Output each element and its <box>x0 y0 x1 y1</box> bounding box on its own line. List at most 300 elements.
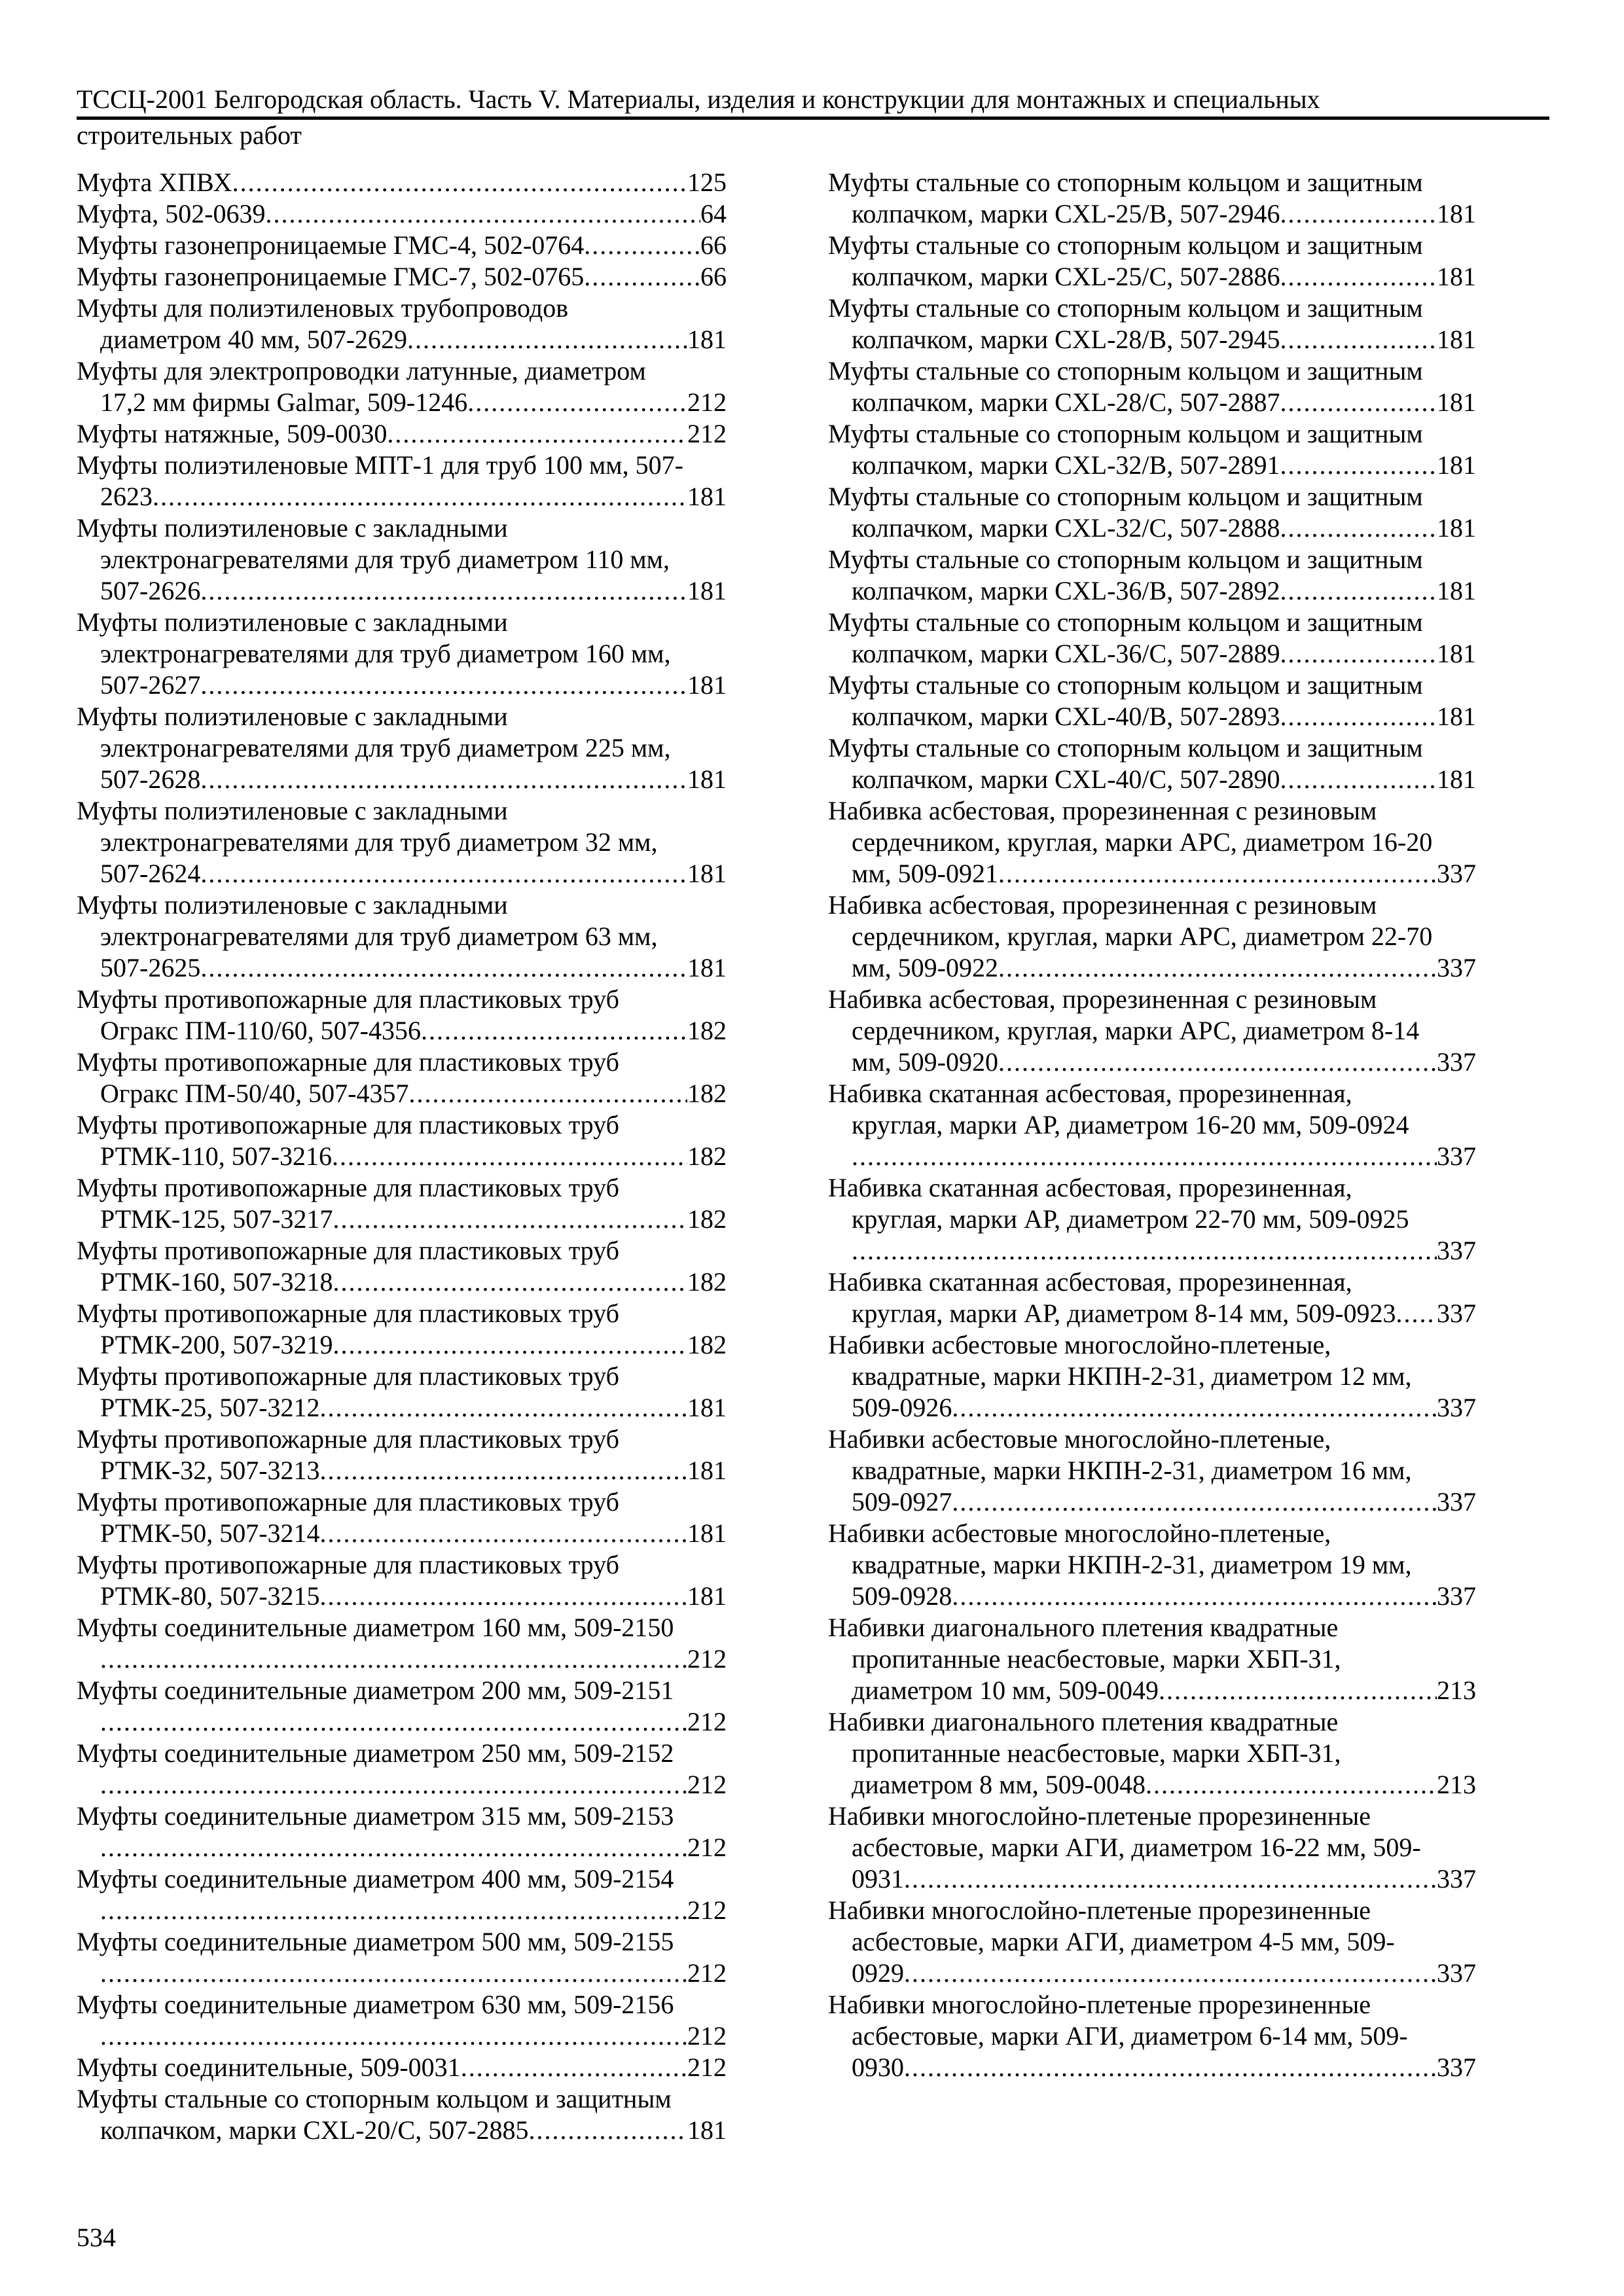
entry-page-number: 337 <box>1437 1236 1476 1265</box>
entry-last-line <box>77 1581 727 1612</box>
entry-text: 507-2625 <box>100 953 201 982</box>
entry-text: РТМК-25, 507-3212 <box>100 1393 320 1422</box>
entry-page-number: 182 <box>687 1267 727 1297</box>
entry-text: асбестовые, марки АГИ, диаметром 16-22 мм, 509- <box>852 1833 1421 1862</box>
entry-text: Муфты для электропроводки латунные, диаметром <box>77 356 646 386</box>
entry-page-number: 182 <box>687 1079 727 1108</box>
index-entry <box>77 1549 727 1612</box>
leader-dots <box>320 1455 687 1486</box>
leader-dots <box>200 952 687 984</box>
entry-last-line <box>77 1706 727 1738</box>
leader-dots <box>100 1706 687 1738</box>
entry-last-line <box>77 167 727 198</box>
entry-text: Муфты противопожарные для пластиковых труб <box>77 1236 619 1265</box>
leader-dots <box>333 1204 687 1235</box>
entry-last-line <box>77 261 727 293</box>
index-entry <box>828 1801 1476 1895</box>
entry-text: колпачком, марки CXL-32/В, 507-2891 <box>852 450 1280 480</box>
entry-last-line <box>77 198 727 230</box>
index-entry <box>77 1612 727 1675</box>
entry-page-number: 337 <box>1437 2053 1476 2082</box>
entry-page-number: 212 <box>687 2021 727 2051</box>
entry-page-number: 181 <box>1437 764 1476 794</box>
entry-text: колпачком, марки CXL-25/В, 507-2946 <box>852 199 1280 228</box>
entry-page-number: 181 <box>1437 450 1476 480</box>
entry-page-number: 181 <box>687 1581 727 1611</box>
entry-text: Муфты противопожарные для пластиковых труб <box>77 1299 619 1328</box>
page-number: 534 <box>77 2223 116 2252</box>
entry-text: Муфты газонепроницаемые ГМС-7, 502-0765 <box>77 262 585 291</box>
index-entry <box>828 1266 1476 1329</box>
index-entry <box>77 450 727 512</box>
entry-text: Набивки асбестовые многослойно-плетеные, <box>828 1518 1331 1548</box>
index-entry <box>828 795 1476 889</box>
entry-text: колпачком, марки CXL-32/С, 507-2888 <box>852 513 1280 543</box>
entry-text: Муфты соединительные диаметром 200 мм, 509-2151 <box>77 1676 674 1705</box>
index-entry <box>828 607 1476 670</box>
entry-page-number: 181 <box>1437 199 1476 228</box>
index-entry <box>77 198 727 230</box>
entry-text: Набивки многослойно-плетеные прорезиненные <box>828 1801 1371 1831</box>
leader-dots <box>1280 764 1437 795</box>
entry-page-number: 182 <box>687 1204 727 1234</box>
entry-last-line <box>77 387 727 418</box>
leader-dots <box>852 1141 1437 1172</box>
index-entry <box>828 1424 1476 1518</box>
leader-dots <box>1280 387 1437 418</box>
index-entry <box>77 293 727 355</box>
entry-text: Муфты противопожарные для пластиковых труб <box>77 984 619 1014</box>
leader-dots <box>1280 512 1437 544</box>
entry-page-number: 181 <box>687 764 727 794</box>
entry-text: Муфты противопожарные для пластиковых труб <box>77 1173 619 1202</box>
entry-text: электронагревателями для труб диаметром 32 мм, <box>100 827 658 857</box>
entry-text: Муфты противопожарные для пластиковых труб <box>77 1047 619 1077</box>
leader-dots <box>952 1581 1437 1612</box>
entry-last-line <box>828 1675 1476 1706</box>
leader-dots <box>266 198 700 230</box>
index-entry <box>77 701 727 795</box>
index-entry <box>77 1738 727 1801</box>
entry-text: Набивки многослойно-плетеные прорезиненные <box>828 1895 1371 1925</box>
leader-dots <box>1280 324 1437 355</box>
entry-text: Набивки многослойно-плетеные прорезиненные <box>828 1990 1371 2019</box>
entry-text: Муфты соединительные диаметром 250 мм, 509-2152 <box>77 1738 674 1768</box>
index-entry <box>828 544 1476 607</box>
entry-text: РТМК-125, 507-3217 <box>100 1204 333 1234</box>
entry-text: 509-0927 <box>852 1487 952 1516</box>
entry-text: мм, 509-0921 <box>852 859 998 888</box>
leader-dots <box>200 858 687 889</box>
entry-last-line <box>828 952 1476 984</box>
entry-text: Муфты натяжные, 509-0030 <box>77 419 388 448</box>
entry-text: электронагревателями для труб диаметром 225 мм, <box>100 733 671 762</box>
index-entry <box>77 355 727 418</box>
entry-text: асбестовые, марки АГИ, диаметром 4-5 мм, 509- <box>852 1927 1395 1956</box>
index-entry <box>77 1675 727 1738</box>
entry-text: Набивка скатанная асбестовая, прорезиненная, <box>828 1079 1352 1108</box>
index-entry <box>77 984 727 1047</box>
entry-text: Муфты соединительные диаметром 160 мм, 509-2150 <box>77 1613 674 1642</box>
entry-last-line <box>77 952 727 984</box>
entry-last-line <box>828 2052 1476 2083</box>
entry-last-line <box>77 418 727 450</box>
entry-text: Муфта, 502-0639 <box>77 199 266 228</box>
index-column-right <box>828 167 1476 2083</box>
entry-last-line <box>828 858 1476 889</box>
entry-last-line <box>77 1015 727 1047</box>
entry-last-line <box>828 1769 1476 1801</box>
entry-text: Набивки асбестовые многослойно-плетеные, <box>828 1424 1331 1454</box>
index-entry <box>828 732 1476 795</box>
entry-text: электронагревателями для труб диаметром 160 мм, <box>100 639 671 668</box>
entry-last-line <box>828 1581 1476 1612</box>
entry-text: квадратные, марки НКПН-2-31, диаметром 19 мм, <box>852 1550 1412 1579</box>
entry-last-line <box>77 670 727 701</box>
entry-last-line <box>828 1863 1476 1895</box>
entry-text: сердечником, круглая, марки АРС, диаметром 8-14 <box>852 1016 1420 1045</box>
entry-text: квадратные, марки НКПН-2-31, диаметром 12 мм, <box>852 1361 1412 1391</box>
entry-last-line <box>77 1518 727 1549</box>
entry-text: Муфты стальные со стопорным кольцом и защитным <box>828 168 1423 197</box>
index-entry <box>828 1706 1476 1801</box>
index-entry <box>77 1989 727 2052</box>
entry-text: круглая, марки АР, диаметром 16-20 мм, 509-0924 <box>852 1110 1409 1139</box>
leader-dots <box>1280 701 1437 732</box>
leader-dots <box>952 1392 1437 1424</box>
entry-last-line <box>77 2115 727 2146</box>
index-entry <box>828 293 1476 355</box>
leader-dots <box>952 1486 1437 1518</box>
entry-text: мм, 509-0922 <box>852 953 998 982</box>
entry-text: Муфты полиэтиленовые с закладными <box>77 890 508 920</box>
entry-last-line <box>77 1958 727 1989</box>
entry-last-line <box>77 1141 727 1172</box>
entry-last-line <box>828 701 1476 732</box>
entry-text: Набивка асбестовая, прорезиненная с резиновым <box>828 890 1377 920</box>
entry-last-line <box>77 2052 727 2083</box>
leader-dots <box>153 481 687 512</box>
entry-page-number: 181 <box>1437 387 1476 417</box>
leader-dots <box>1280 575 1437 607</box>
entry-page-number: 212 <box>687 1644 727 1674</box>
leader-dots <box>408 1078 687 1109</box>
entry-text: Муфты стальные со стопорным кольцом и защитным <box>828 293 1423 323</box>
index-entry <box>828 1078 1476 1172</box>
entry-text: РТМК-160, 507-3218 <box>100 1267 333 1297</box>
entry-last-line <box>828 638 1476 670</box>
index-entry <box>828 1329 1476 1424</box>
index-entry <box>77 1486 727 1549</box>
entry-text: Набивка скатанная асбестовая, прорезиненная, <box>828 1267 1352 1297</box>
entry-last-line <box>77 764 727 795</box>
entry-text: Муфты для полиэтиленовых трубопроводов <box>77 293 569 323</box>
entry-last-line <box>828 1958 1476 1989</box>
index-column-left <box>77 167 727 2146</box>
leader-dots <box>584 261 700 293</box>
entry-text: Муфты стальные со стопорным кольцом и защитным <box>828 356 1423 386</box>
index-entry <box>77 512 727 607</box>
entry-page-number: 181 <box>1437 639 1476 668</box>
entry-text: Муфты полиэтиленовые с закладными <box>77 513 508 543</box>
entry-page-number: 212 <box>687 1707 727 1736</box>
entry-page-number: 182 <box>687 1141 727 1171</box>
entry-text: 0929 <box>852 1958 904 1988</box>
entry-text: 507-2628 <box>100 764 201 794</box>
entry-last-line <box>828 387 1476 418</box>
entry-page-number: 337 <box>1437 1958 1476 1988</box>
leader-dots <box>1280 450 1437 481</box>
entry-page-number: 66 <box>700 230 727 260</box>
leader-dots <box>333 1329 687 1361</box>
entry-text: 2623 <box>100 482 153 511</box>
leader-dots <box>904 1958 1437 1989</box>
entry-last-line <box>828 1141 1476 1172</box>
entry-text: круглая, марки АР, диаметром 8-14 мм, 509-0923 <box>852 1299 1396 1328</box>
entry-text: РТМК-80, 507-3215 <box>100 1581 320 1611</box>
entry-text: колпачком, марки CXL-36/С, 507-2889 <box>852 639 1280 668</box>
entry-page-number: 181 <box>687 953 727 982</box>
leader-dots <box>904 2052 1437 2083</box>
index-entry <box>77 1801 727 1863</box>
index-entry <box>77 1235 727 1298</box>
entry-text: 0930 <box>852 2053 904 2082</box>
leader-dots <box>998 952 1437 984</box>
index-entry <box>77 795 727 889</box>
entry-text: Муфты противопожарные для пластиковых труб <box>77 1110 619 1139</box>
entry-text: колпачком, марки CXL-25/С, 507-2886 <box>852 262 1280 291</box>
leader-dots <box>904 1863 1437 1895</box>
entry-text: Муфты соединительные диаметром 315 мм, 509-2153 <box>77 1801 674 1831</box>
entry-page-number: 181 <box>687 576 727 605</box>
entry-text: 17,2 мм фирмы Galmar, 509-1246 <box>100 387 468 417</box>
entry-text: Муфты соединительные диаметром 400 мм, 509-2154 <box>77 1864 674 1893</box>
entry-page-number: 64 <box>700 199 727 228</box>
entry-last-line <box>77 858 727 889</box>
leader-dots <box>421 1015 687 1047</box>
entry-text: колпачком, марки CXL-28/В, 507-2945 <box>852 325 1280 354</box>
running-header <box>77 84 1549 151</box>
entry-page-number: 212 <box>687 1833 727 1862</box>
entry-page-number: 337 <box>1437 1864 1476 1893</box>
leader-dots <box>232 167 687 198</box>
entry-text: электронагревателями для труб диаметром 63 мм, <box>100 922 658 951</box>
entry-text: электронагревателями для труб диаметром 110 мм, <box>100 545 670 574</box>
leader-dots <box>1159 1675 1437 1706</box>
entry-last-line <box>77 1895 727 1926</box>
leader-dots <box>529 2115 687 2146</box>
entry-text: 509-0928 <box>852 1581 952 1611</box>
entry-page-number: 337 <box>1437 859 1476 888</box>
entry-text: 507-2624 <box>100 859 201 888</box>
header-title-line-1: ТССЦ-2001 Белгородская область. Часть V. Материалы, изделия и конструкции для монтажных и специальных <box>77 84 1549 120</box>
entry-text: РТМК-110, 507-3216 <box>100 1141 333 1171</box>
leader-dots <box>1280 198 1437 230</box>
leader-dots <box>200 575 687 607</box>
leader-dots <box>1396 1298 1437 1329</box>
entry-page-number: 181 <box>1437 325 1476 354</box>
entry-last-line <box>828 1486 1476 1518</box>
index-entry <box>77 1361 727 1424</box>
entry-text: Муфты стальные со стопорным кольцом и защитным <box>828 230 1423 260</box>
header-title-line-2: строительных работ <box>77 120 302 150</box>
entry-text: Набивка асбестовая, прорезиненная с резиновым <box>828 796 1377 825</box>
entry-text: колпачком, марки CXL-40/В, 507-2893 <box>852 702 1280 731</box>
entry-page-number: 212 <box>687 1770 727 1799</box>
entry-page-number: 212 <box>687 1895 727 1925</box>
entry-page-number: 212 <box>687 2053 727 2082</box>
leader-dots <box>200 764 687 795</box>
entry-page-number: 337 <box>1437 953 1476 982</box>
entry-page-number: 181 <box>687 1518 727 1548</box>
entry-text: диаметром 40 мм, 507-2629 <box>100 325 408 354</box>
entry-text: Муфты газонепроницаемые ГМС-4, 502-0764 <box>77 230 585 260</box>
index-entry <box>828 481 1476 544</box>
leader-dots <box>998 858 1437 889</box>
entry-text: Огракс ПМ-110/60, 507-4356 <box>100 1016 421 1045</box>
entry-page-number: 181 <box>1437 576 1476 605</box>
entry-page-number: 212 <box>687 1958 727 1988</box>
entry-text: Муфты полиэтиленовые МПТ-1 для труб 100 мм, 507- <box>77 450 683 480</box>
entry-page-number: 181 <box>687 482 727 511</box>
entry-last-line <box>828 261 1476 293</box>
entry-page-number: 181 <box>687 859 727 888</box>
leader-dots <box>100 1895 687 1926</box>
entry-text: Муфты соединительные, 509-0031 <box>77 2053 461 2082</box>
entry-text: Набивки асбестовые многослойно-плетеные, <box>828 1330 1331 1359</box>
entry-page-number: 125 <box>687 168 727 197</box>
leader-dots <box>467 387 687 418</box>
index-entry <box>828 167 1476 230</box>
entry-text: Набивка скатанная асбестовая, прорезиненная, <box>828 1173 1352 1202</box>
index-entry <box>77 1863 727 1926</box>
entry-text: Муфты противопожарные для пластиковых труб <box>77 1361 619 1391</box>
index-entry <box>77 261 727 293</box>
entry-last-line <box>828 198 1476 230</box>
index-entry <box>77 889 727 984</box>
index-entry <box>77 1109 727 1172</box>
entry-page-number: 337 <box>1437 1047 1476 1077</box>
entry-text: пропитанные неасбестовые, марки ХБП-31, <box>852 1738 1341 1768</box>
entry-text: колпачком, марки CXL-28/С, 507-2887 <box>852 387 1280 417</box>
index-entry <box>828 889 1476 984</box>
entry-text: 0931 <box>852 1864 904 1893</box>
entry-page-number: 212 <box>687 419 727 448</box>
index-entry <box>77 2052 727 2083</box>
entry-last-line <box>77 1643 727 1675</box>
entry-page-number: 181 <box>1437 702 1476 731</box>
index-entry <box>77 1298 727 1361</box>
entry-text: Муфты полиэтиленовые с закладными <box>77 607 508 637</box>
index-entry <box>828 1172 1476 1266</box>
index-entry <box>77 418 727 450</box>
index-entry <box>828 355 1476 418</box>
entry-page-number: 181 <box>687 1456 727 1485</box>
entry-last-line <box>77 1769 727 1801</box>
entry-page-number: 337 <box>1437 1487 1476 1516</box>
index-entry <box>77 2083 727 2146</box>
entry-page-number: 337 <box>1437 1393 1476 1422</box>
entry-last-line <box>77 1392 727 1424</box>
leader-dots <box>852 1235 1437 1266</box>
entry-text: сердечником, круглая, марки АРС, диаметром 16-20 <box>852 827 1433 857</box>
leader-dots <box>100 1643 687 1675</box>
entry-text: пропитанные неасбестовые, марки ХБП-31, <box>852 1644 1341 1674</box>
entry-text: Муфты стальные со стопорным кольцом и защитным <box>828 733 1423 762</box>
entry-text: Муфты противопожарные для пластиковых труб <box>77 1487 619 1516</box>
entry-last-line <box>828 450 1476 481</box>
entry-text: РТМК-200, 507-3219 <box>100 1330 333 1359</box>
leader-dots <box>100 2020 687 2052</box>
entry-last-line <box>77 324 727 355</box>
entry-text: РТМК-32, 507-3213 <box>100 1456 320 1485</box>
index-entry <box>77 1424 727 1486</box>
entry-last-line <box>828 1298 1476 1329</box>
leader-dots <box>461 2052 687 2083</box>
index-entry <box>828 230 1476 293</box>
index-entry <box>828 1518 1476 1612</box>
entry-page-number: 213 <box>1437 1770 1476 1799</box>
index-entry <box>77 607 727 701</box>
entry-text: Муфты полиэтиленовые с закладными <box>77 796 508 825</box>
leader-dots <box>584 230 700 261</box>
entry-last-line <box>77 1455 727 1486</box>
entry-text: Муфты стальные со стопорным кольцом и защитным <box>828 545 1423 574</box>
leader-dots <box>1280 638 1437 670</box>
entry-last-line <box>77 575 727 607</box>
entry-text: диаметром 10 мм, 509-0049 <box>852 1676 1159 1705</box>
entry-last-line <box>828 1392 1476 1424</box>
leader-dots <box>100 1958 687 1989</box>
index-entry <box>77 1047 727 1109</box>
entry-text: Муфты соединительные диаметром 630 мм, 509-2156 <box>77 1990 674 2019</box>
entry-page-number: 337 <box>1437 1581 1476 1611</box>
entry-text: квадратные, марки НКПН-2-31, диаметром 16 мм, <box>852 1456 1412 1485</box>
leader-dots <box>1280 261 1437 293</box>
leader-dots <box>333 1266 687 1298</box>
leader-dots <box>387 418 687 450</box>
entry-text: Муфта ХПВХ <box>77 168 232 197</box>
leader-dots <box>332 1141 687 1172</box>
entry-last-line <box>828 764 1476 795</box>
entry-text: Муфты стальные со стопорным кольцом и защитным <box>828 607 1423 637</box>
entry-text: Набивки диагонального плетения квадратные <box>828 1707 1339 1736</box>
entry-page-number: 182 <box>687 1016 727 1045</box>
entry-last-line <box>77 1266 727 1298</box>
leader-dots <box>100 1769 687 1801</box>
index-entry <box>828 670 1476 732</box>
entry-page-number: 181 <box>687 325 727 354</box>
entry-text: 507-2627 <box>100 670 201 700</box>
leader-dots <box>320 1581 687 1612</box>
entry-last-line <box>828 512 1476 544</box>
index-entry <box>828 1612 1476 1706</box>
entry-last-line <box>77 1832 727 1863</box>
entry-page-number: 181 <box>687 2115 727 2145</box>
leader-dots <box>320 1518 687 1549</box>
entry-page-number: 181 <box>1437 262 1476 291</box>
entry-text: Огракс ПМ-50/40, 507-4357 <box>100 1079 409 1108</box>
index-entry <box>77 167 727 198</box>
entry-last-line <box>828 575 1476 607</box>
entry-last-line <box>77 2020 727 2052</box>
index-entry <box>828 418 1476 481</box>
entry-text: Муфты соединительные диаметром 500 мм, 509-2155 <box>77 1927 674 1956</box>
entry-text: колпачком, марки CXL-20/С, 507-2885 <box>100 2115 529 2145</box>
entry-text: Муфты стальные со стопорным кольцом и защитным <box>77 2084 672 2113</box>
entry-text: диаметром 8 мм, 509-0048 <box>852 1770 1146 1799</box>
leader-dots <box>200 670 687 701</box>
